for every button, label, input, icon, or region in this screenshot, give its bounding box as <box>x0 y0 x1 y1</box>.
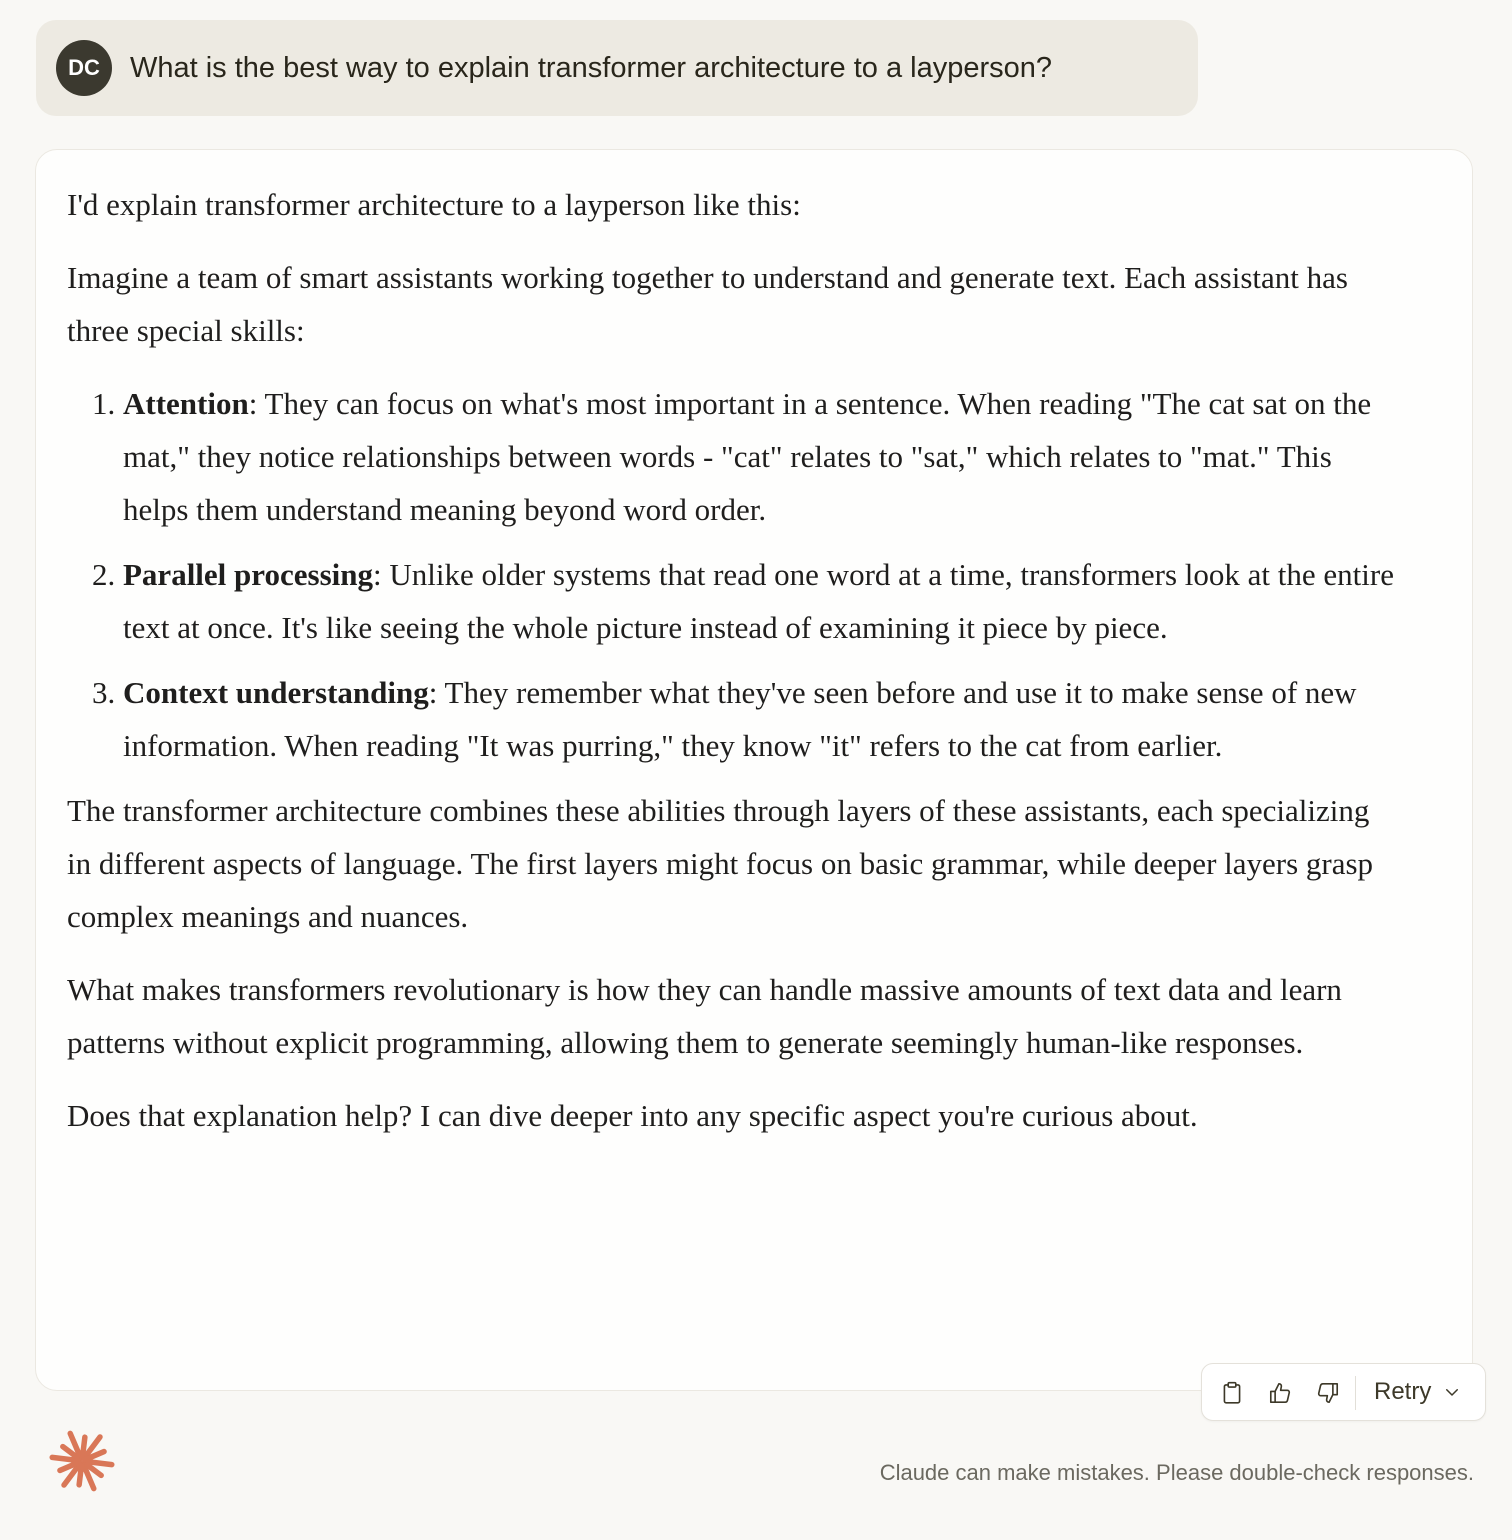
thumbs-up-icon <box>1267 1380 1293 1406</box>
thumbs-up-button[interactable] <box>1263 1376 1297 1410</box>
response-action-bar <box>1201 1363 1486 1421</box>
list-item-text: : They can focus on what's most important in a sentence. When reading "The cat sat on the mat," they notice relationships between words - "cat" relates to "sat," which relates to "mat." This helps them understand meaning beyond word order. <box>123 386 1372 527</box>
thumbs-down-icon <box>1315 1380 1341 1406</box>
response-body <box>67 178 1397 1162</box>
disclaimer-text: Claude can make mistakes. Please double-check responses. <box>879 1460 1474 1485</box>
user-message-bubble <box>36 20 1198 116</box>
chevron-down-icon <box>1443 1383 1461 1401</box>
list-item-term: Attention <box>123 386 249 421</box>
user-message-text: What is the best way to explain transformer architecture to a layperson? <box>130 52 1052 84</box>
action-separator <box>1355 1376 1356 1410</box>
assistant-response-card <box>35 149 1473 1391</box>
avatar: DC <box>56 40 112 96</box>
response-paragraph-2: The transformer architecture combines these abilities through layers of these assistants, each specializing in different aspects of language. The first layers might focus on basic grammar, while deeper layers grasp complex meanings and nuances. <box>67 793 1374 934</box>
list-item <box>123 548 1397 654</box>
list-item <box>123 666 1397 772</box>
response-paragraph-3: What makes transformers revolutionary is how they can handle massive amounts of text data and learn patterns without explicit programming, allowing them to generate seemingly human-like responses. <box>67 972 1342 1060</box>
response-intro: I'd explain transformer architecture to a layperson like this: <box>67 187 801 222</box>
list-item-term: Context understanding <box>123 675 429 710</box>
list-item-text: : They remember what they've seen before and use it to make sense of new information. When reading "It was purring," they know "it" refers to the cat from earlier. <box>123 675 1357 763</box>
retry-button[interactable] <box>1366 1364 1481 1420</box>
skills-list <box>67 377 1397 772</box>
thumbs-down-button[interactable] <box>1311 1376 1345 1410</box>
claude-logo-icon <box>48 1428 116 1494</box>
response-paragraph-4: Does that explanation help? I can dive deeper into any specific aspect you're curious about. <box>67 1098 1198 1133</box>
list-item-text: : Unlike older systems that read one word at a time, transformers look at the entire text at once. It's like seeing the whole picture instead of examining it piece by piece. <box>123 557 1394 645</box>
list-item-term: Parallel processing <box>123 557 373 592</box>
retry-label: Retry <box>1374 1378 1432 1405</box>
copy-button[interactable] <box>1215 1376 1249 1410</box>
clipboard-icon <box>1219 1380 1245 1406</box>
response-paragraph-1: Imagine a team of smart assistants working together to understand and generate text. Each assistant has three special skills: <box>67 260 1348 348</box>
list-item <box>123 377 1397 536</box>
